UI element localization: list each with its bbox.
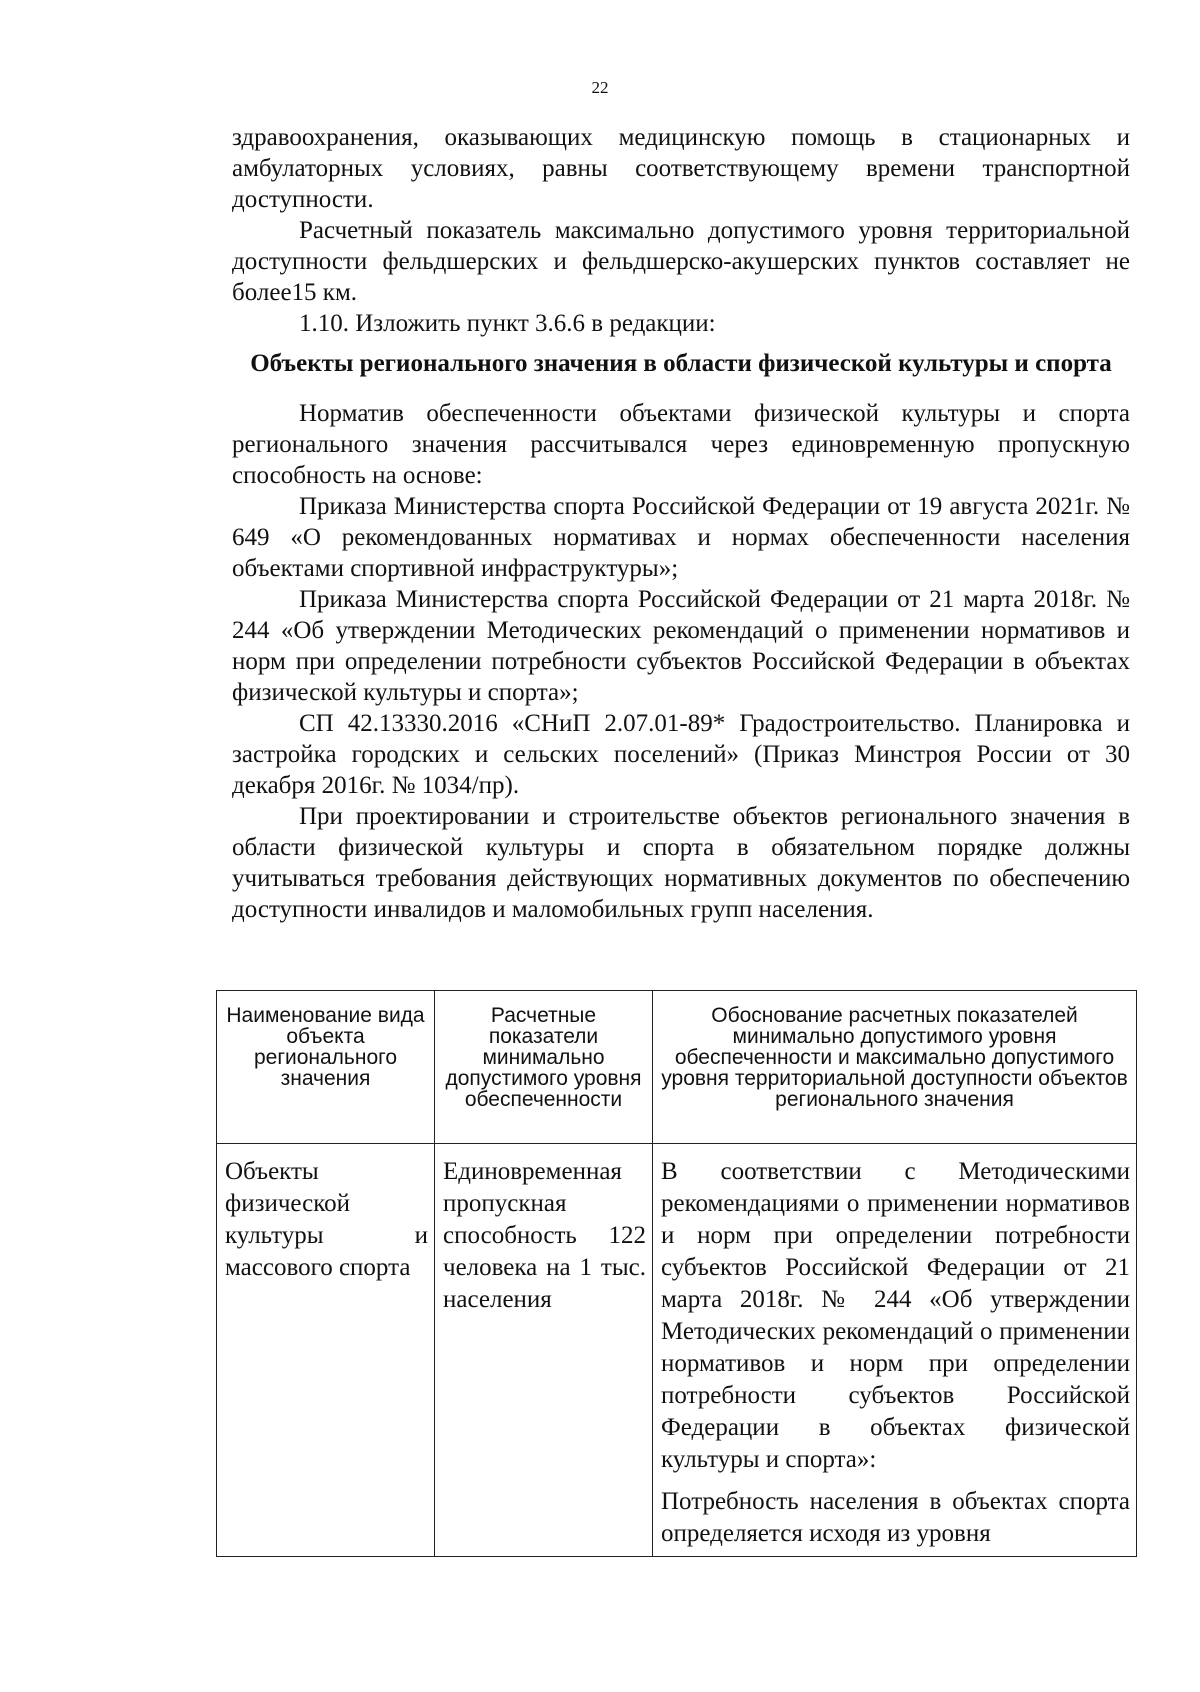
table-header-row — [217, 991, 1137, 1144]
paragraph-order-244: Приказа Министерства спорта Российской Федерации от 21 марта 2018г. № 244 «Об утверждении Методических рекомендаций о применении нормативов и норм при определении потребности субъектов Российской Федерации в объектах физической культуры и спорта»; — [232, 586, 1130, 706]
cell-object-name: Объекты физической культуры и массового спорта — [217, 1144, 435, 1557]
header-indicator: Расчетные показатели минимально допустимого уровня обеспеченности — [435, 991, 653, 1144]
paragraph-amendment-item: 1.10. Изложить пункт 3.6.6 в редакции: — [299, 310, 716, 337]
section-heading: Объекты регионального значения в области физической культуры и спорта — [250, 350, 1112, 377]
paragraph-norm-basis: Норматив обеспеченности объектами физической культуры и спорта регионального значения рассчитывался через единовременную пропускную способность на основе: — [232, 400, 1130, 489]
cell-indicator: Единовременная пропускная способность 122 человека на 1 тыс. населения — [435, 1144, 653, 1557]
justification-paragraph-2: Потребность населения в объектах спорта определяется исходя из уровня — [661, 1488, 1130, 1547]
paragraph-accessibility: При проектировании и строительстве объектов регионального значения в области физической культуры и спорта в обязательном порядке должны учитываться требования действующих нормативных документов по обеспечению доступности инвалидов и маломобильных групп населения. — [232, 803, 1130, 923]
header-object-name: Наименование вида объекта регионального значения — [217, 991, 435, 1144]
paragraph-sp-42: СП 42.13330.2016 «СНиП 2.07.01-89* Градостроительство. Планировка и застройка городских и сельских поселений» (Приказ Минстроя России от 30 декабря 2016г. № 1034/пр). — [232, 710, 1130, 799]
paragraph-order-649: Приказа Министерства спорта Российской Федерации от 19 августа 2021г. № 649 «О рекомендованных нормативах и нормах обеспеченности населения объектами спортивной инфраструктуры»; — [232, 493, 1130, 582]
header-justification: Обоснование расчетных показателей минимально допустимого уровня обеспеченности и максимально допустимого уровня территориальной доступности объектов регионального значения — [653, 991, 1137, 1144]
norms-table — [216, 990, 1137, 1557]
document-body — [232, 122, 1130, 925]
paragraph-healthcare-continuation: здравоохранения, оказывающих медицинскую помощь в стационарных и амбулаторных условиях, равны соответствующему времени транспортной доступности. — [232, 124, 1130, 213]
table-row — [217, 1144, 1137, 1557]
page-number: 22 — [591, 78, 609, 97]
justification-paragraph-1: В соответствии с Методическими рекомендациями о применении нормативов и норм при определении потребности субъектов Российской Федерации от 21 марта 2018г. № 244 «Об утверждении Методических рекомендаций о применении нормативов и норм при определении потребности субъектов Российской Федерации в объектах физической культуры и спорта»: — [661, 1158, 1130, 1473]
paragraph-feldsher-distance: Расчетный показатель максимально допустимого уровня территориальной доступности фельдшерских и фельдшерско-акушерских пунктов составляет не более15 км. — [232, 217, 1130, 306]
cell-justification — [653, 1144, 1137, 1557]
